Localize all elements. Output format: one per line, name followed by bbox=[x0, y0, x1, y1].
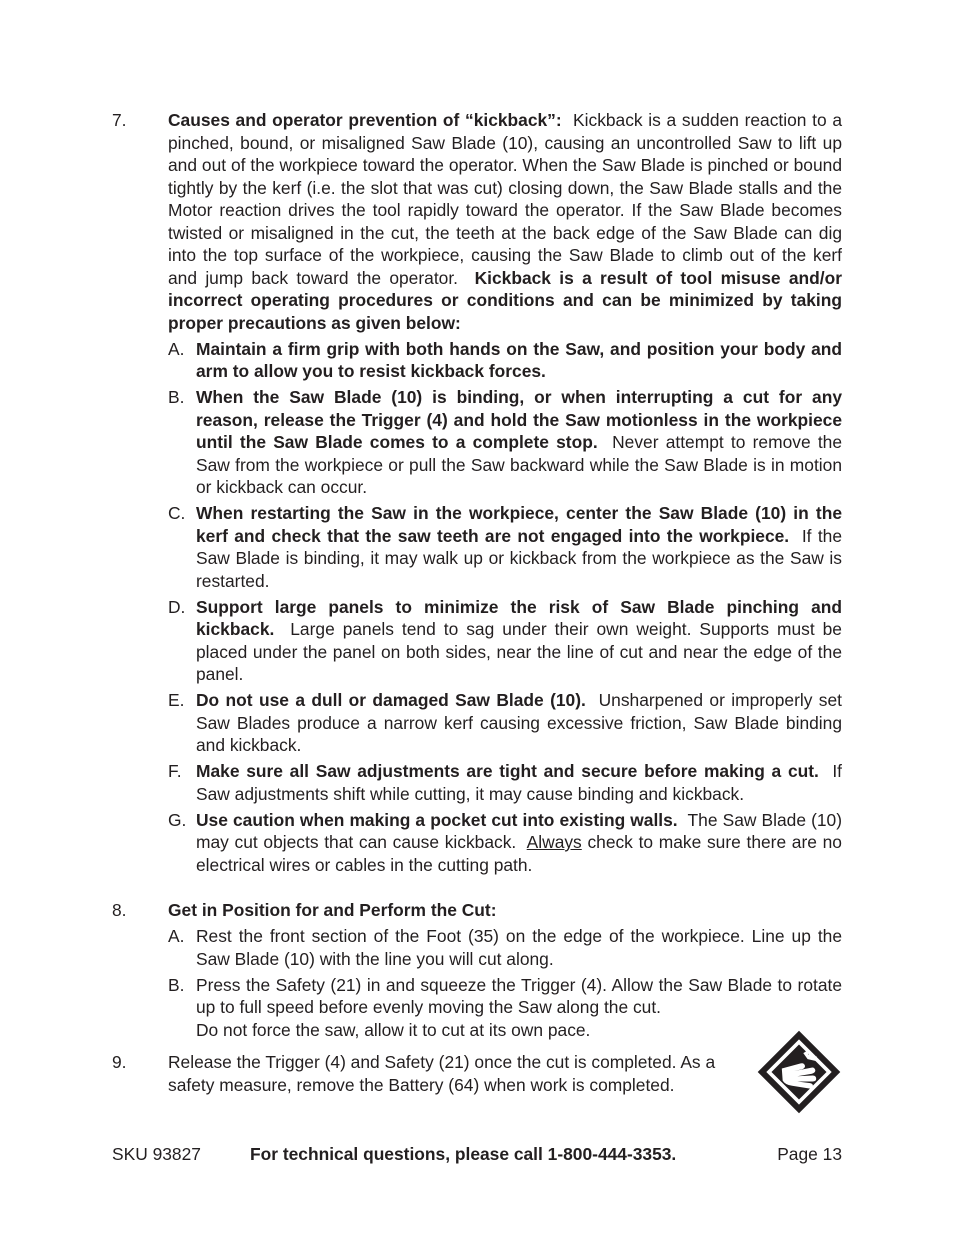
subitem-a bbox=[168, 338, 842, 383]
subitem-letter: E. bbox=[168, 690, 185, 710]
subitem-letter: G. bbox=[168, 809, 187, 830]
item-text: Kickback is a sudden reaction to a pinched, bound, or misaligned Saw Blade (10), causing an uncontrolled Saw to lift up and out of the workpiece toward the operator. When the Saw Blade is pinched or bound tightly by the kerf (i.e. the slot that was cut) closing down, the Saw Blade stalls and the Motor reaction drives the tool rapidly toward the operator. If the Saw Blade becomes twisted or misaligned in the cut, the teeth at the back edge of the Saw Blade can dig into the top surface of the workpiece, causing the Saw Blade to climb out of the kerf and jump back toward the operator. bbox=[168, 110, 842, 288]
item-text-line2: safety measure, remove the Battery (64) when work is completed. bbox=[168, 1074, 675, 1095]
subitem-a bbox=[168, 925, 842, 970]
subitem-text: Rest the front section of the Foot (35) on the edge of the workpiece. Line up the Saw Blade (10) with the line you will cut along. bbox=[196, 926, 842, 969]
subitem-text: Unsharpened or improperly set Saw Blades produce a narrow kerf causing excessive friction, Saw Blade binding and kickback. bbox=[196, 690, 842, 755]
item-heading: Get in Position for and Perform the Cut: bbox=[168, 900, 497, 920]
subitem-letter: F. bbox=[168, 761, 182, 781]
item-heading: Causes and operator prevention of “kickback”: bbox=[168, 110, 562, 130]
subitem-c bbox=[168, 502, 842, 592]
subitem-letter: D. bbox=[168, 596, 186, 617]
subitem-b bbox=[168, 386, 842, 499]
item-7 bbox=[112, 109, 842, 876]
subitem-text: If the Saw Blade is binding, it may walk up or kickback from the workpiece as the Saw is restarted. bbox=[196, 525, 842, 591]
subitem-f bbox=[168, 760, 842, 805]
underlined-word: Always bbox=[526, 832, 582, 852]
subitem-letter: B. bbox=[168, 387, 185, 407]
subitem-letter: A. bbox=[168, 926, 185, 946]
footer-page-number: Page 13 bbox=[777, 1144, 842, 1164]
item-number: 9. bbox=[112, 1052, 127, 1072]
subitem-e bbox=[168, 689, 842, 757]
subitem-letter: C. bbox=[168, 503, 186, 523]
subitem-letter: A. bbox=[168, 338, 185, 359]
subitem-text-line2: Do not force the saw, allow it to cut at its own pace. bbox=[196, 1019, 591, 1040]
item-9 bbox=[112, 1051, 842, 1096]
subitem-b bbox=[168, 974, 842, 1042]
subitem-bold: Make sure all Saw adjustments are tight and secure before making a cut. bbox=[196, 761, 819, 781]
subitem-text: Press the Safety (21) in and squeeze the Trigger (4). Allow the Saw Blade to rotate up to full speed before evenly moving the Saw along the cut. bbox=[196, 974, 842, 1017]
subitem-bold: Use caution when making a pocket cut into existing walls. bbox=[196, 809, 678, 830]
subitem-g bbox=[168, 809, 842, 877]
subitem-text: Large panels tend to sag under their own weight. Supports must be placed under the panel on both sides, near the line of cut and near the edge of the panel. bbox=[196, 619, 842, 684]
footer-sku: SKU 93827 bbox=[112, 1144, 201, 1164]
footer-support-phone: For technical questions, please call 1-800-444-3353. bbox=[250, 1144, 677, 1164]
subitem-text: Never attempt to remove the Saw from the workpiece or pull the Saw backward while the Saw Blade is in motion or kickback can occur. bbox=[196, 432, 842, 497]
subitem-d bbox=[168, 596, 842, 686]
item-text-line1: Release the Trigger (4) and Safety (21) once the cut is completed. As a bbox=[168, 1052, 716, 1072]
subitem-text: If Saw adjustments shift while cutting, it may cause binding and kickback. bbox=[196, 761, 842, 804]
subitem-bold: Support large panels to minimize the risk of Saw Blade pinching and kickback. bbox=[196, 596, 842, 639]
subitem-letter: B. bbox=[168, 974, 185, 995]
hand-injury-warning-icon bbox=[756, 1029, 842, 1115]
subitem-text: check to make sure there are no electrical wires or cables in the cutting path. bbox=[196, 832, 842, 875]
item-7-body bbox=[168, 109, 842, 334]
subitem-bold: Do not use a dull or damaged Saw Blade (10). bbox=[196, 690, 586, 710]
subitem-bold: When the Saw Blade (10) is binding, or when interrupting a cut for any reason, release the Trigger (4) and hold the Saw motionless in the workpiece until the Saw Blade comes to a complete stop. bbox=[196, 387, 842, 452]
item-number: 8. bbox=[112, 900, 127, 920]
item-8 bbox=[112, 899, 842, 1041]
subitem-bold: When restarting the Saw in the workpiece, center the Saw Blade (10) in the kerf and check that the saw teeth are not engaged into the workpiece. bbox=[196, 503, 842, 546]
item-number: 7. bbox=[112, 110, 127, 130]
subitem-bold: Maintain a firm grip with both hands on the Saw, and position your body and arm to allow you to resist kickback forces. bbox=[196, 338, 842, 381]
subitem-text: The Saw Blade (10) may cut objects that can cause kickback. bbox=[196, 809, 843, 852]
item-bold-text: Kickback is a result of tool misuse and/or incorrect operating procedures or conditions and can be minimized by taking proper precautions as given below: bbox=[168, 267, 842, 333]
